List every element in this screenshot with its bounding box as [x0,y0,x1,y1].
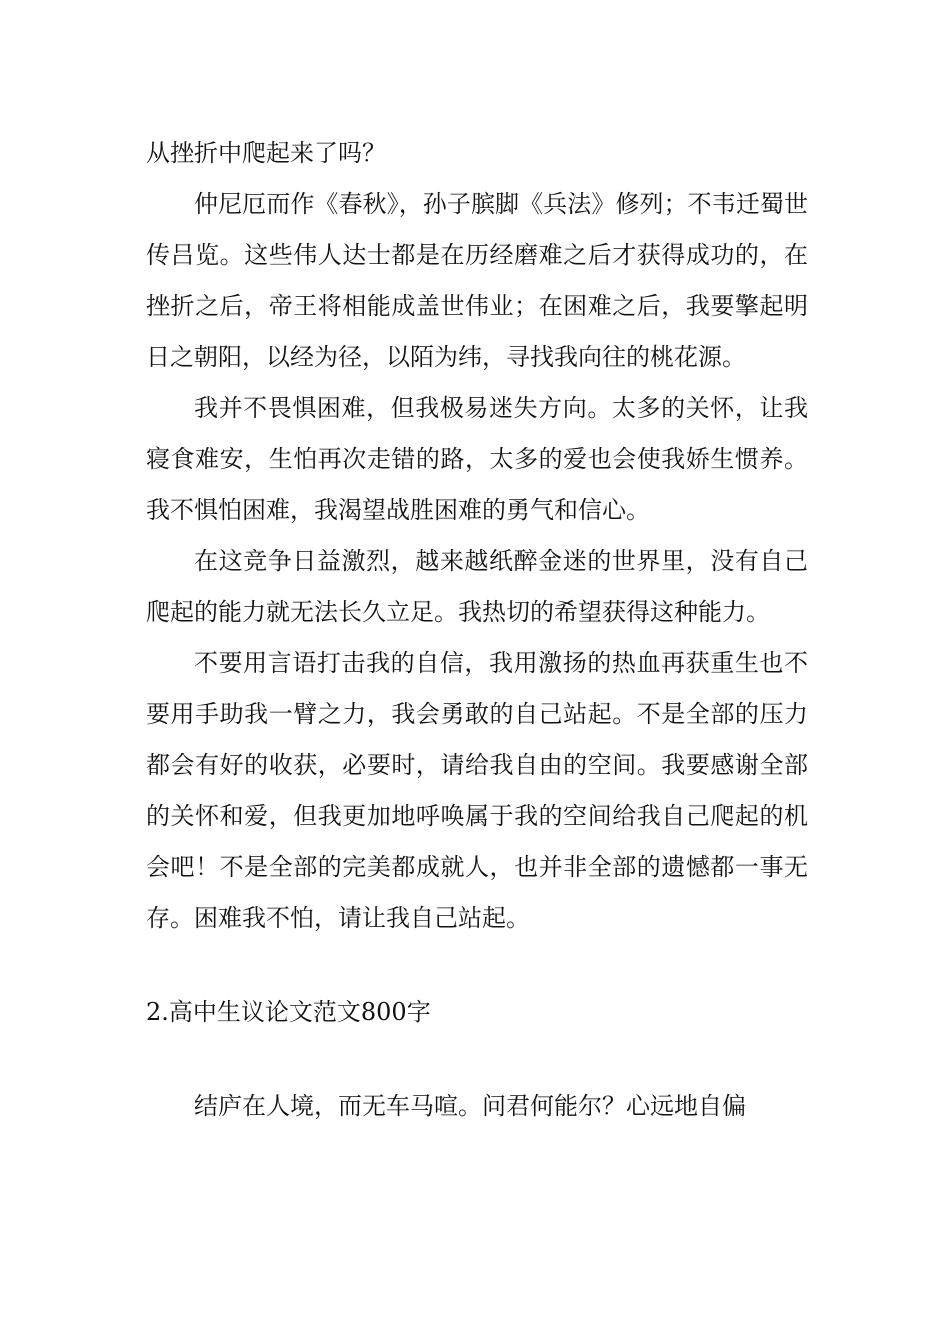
paragraph-2: 我并不畏惧困难，但我极易迷失方向。太多的关怀，让我寝食难安，生怕再次走错的路，太多的爱也会使我娇生惯养。我不惧怕困难，我渴望战胜困难的勇气和信心。 [146,394,808,524]
spacer [146,1038,808,1081]
paragraph-continuation: 从挫折中爬起来了吗？ [146,139,386,167]
paragraph-3: 在这竞争日益激烈，越来越纸醉金迷的世界里，没有自己爬起的能力就无法长久立足。我热切的希望获得这种能力。 [146,547,808,626]
paragraph-1: 仲尼厄而作《春秋》，孙子膑脚《兵法》修列；不韦迁蜀世传吕览。这些伟人达士都是在历经磨难之后才获得成功的，在挫折之后，帝王将相能成盖世伟业；在困难之后，我要擎起明日之朝阳，以经为径，以陌为纬，寻找我向往的桃花源。 [146,190,808,371]
document-body [146,128,808,1132]
section-heading: 2.高中生议论文范文800字 [146,998,431,1026]
spacer [146,944,808,987]
paragraph-4: 不要用言语打击我的自信，我用激扬的热血再获重生也不要用手助我一臂之力，我会勇敢的自己站起。不是全部的压力都会有好的收获，必要时，请给我自由的空间。我要感谢全部的关怀和爱，但我更加地呼唤属于我的空间给我自己爬起的机会吧！不是全部的完美都成就人，也并非全部的遗憾都一事无存。困难我不怕，请让我自己站起。 [146,649,808,932]
paragraph-next: 结庐在人境，而无车马喧。问君何能尔？心远地自偏 [194,1092,746,1120]
